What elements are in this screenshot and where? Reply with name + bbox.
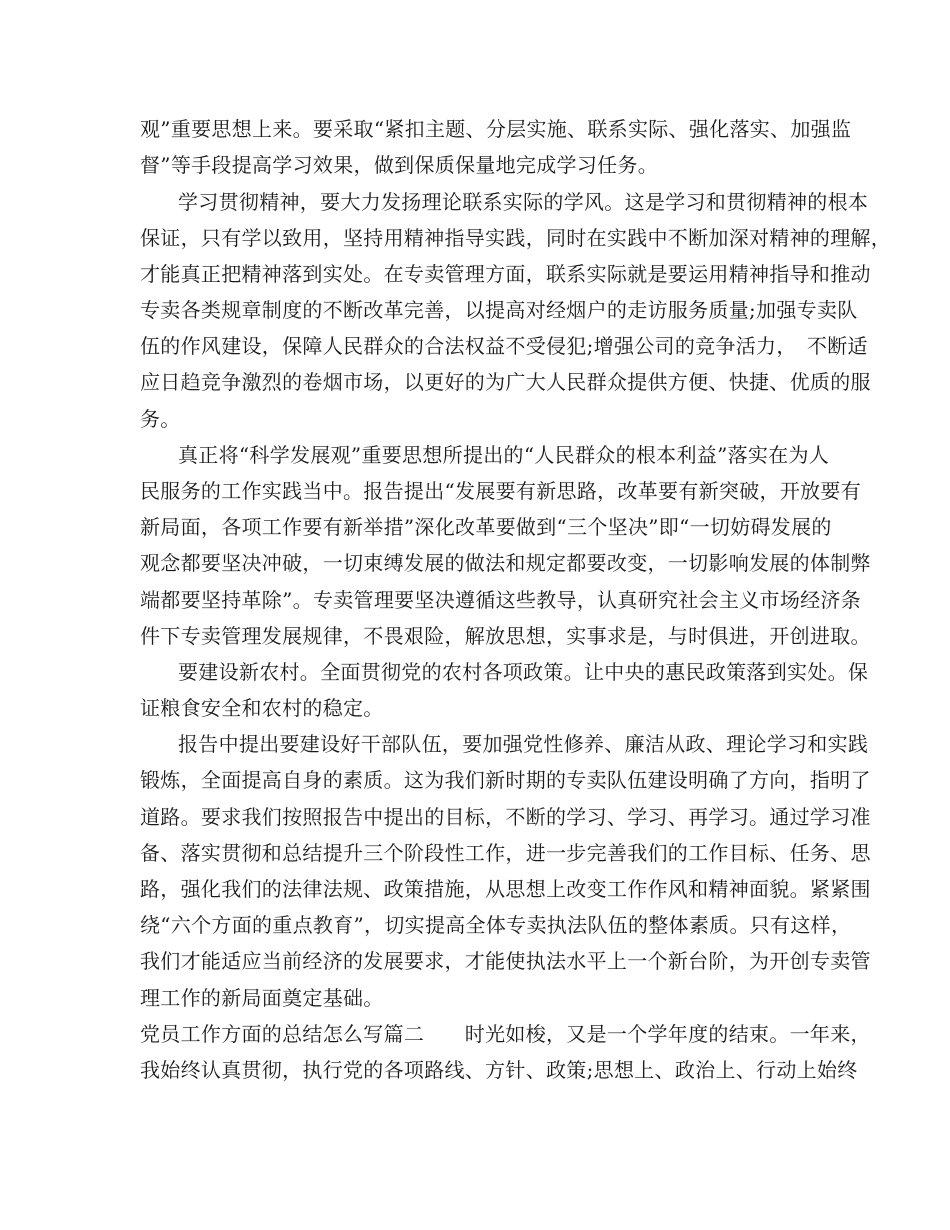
text-line: 端都要坚持革除”。专卖管理要坚决遵循这些教导，认真研究社会主义市场经济条 xyxy=(140,588,862,612)
paragraph-start-line: 要建设新农村。全面贯彻党的农村各项政策。让中央的惠民政策落到实处。保 xyxy=(178,660,869,684)
text-line: 应日趋竞争激烈的卷烟市场，以更好的为广大人民群众提供方便、快捷、优质的服 xyxy=(140,370,871,394)
text-line: 证粮食安全和农村的稳定。 xyxy=(140,696,384,720)
text-line: 保证，只有学以致用，坚持用精神指导实践，同时在实践中不断加深对精神的理解， xyxy=(140,226,892,250)
text-line: 锻炼，全面提高自身的素质。这为我们新时期的专卖队伍建设明确了方向，指明了 xyxy=(140,768,871,792)
text-line: 道路。要求我们按照报告中提出的目标，不断的学习、学习、再学习。通过学习准 xyxy=(140,805,871,829)
paragraph-start-line: 学习贯彻精神，要大力发扬理论联系实际的学风。这是学习和贯彻精神的根本 xyxy=(178,190,869,214)
text-line: 才能真正把精神落到实处。在专卖管理方面，联系实际就是要运用精神指导和推动 xyxy=(140,262,871,286)
paragraph-start-line: 真正将“科学发展观”重要思想所提出的“人民群众的根本利益”落实在为人 xyxy=(178,443,830,467)
text-line: 民服务的工作实践当中。报告提出“发展要有新思路，改革要有新突破，开放要有 xyxy=(140,479,862,503)
text-line: 伍的作风建设，保障人民群众的合法权益不受侵犯;增强公司的竞争活力， 不断适 xyxy=(140,334,868,358)
text-line: 我始终认真贯彻，执行党的各项路线、方针、政策;思想上、政治上、行动上始终 xyxy=(140,1058,858,1082)
text-line: 绕“六个方面的重点教育”，切实提高全体专卖执法队伍的整体素质。只有这样， xyxy=(140,913,852,937)
paragraph-start-line: 报告中提出要建设好干部队伍，要加强党性修养、廉洁从政、理论学习和实践 xyxy=(178,732,869,756)
text-line: 观念都要坚决冲破，一切束缚发展的做法和规定都要改变，一切影响发展的体制弊 xyxy=(140,551,871,575)
text-line: 理工作的新局面奠定基础。 xyxy=(140,986,384,1010)
text-line: 督”等手段提高学习效果，做到保质保量地完成学习任务。 xyxy=(140,153,659,177)
text-line: 件下专卖管理发展规律，不畏艰险，解放思想，实事求是，与时俱进，开创进取。 xyxy=(140,624,871,648)
section-heading-line: 党员工作方面的总结怎么写篇二 时光如梭，又是一个学年度的结束。一年来， xyxy=(140,1022,871,1046)
text-line: 路，强化我们的法律法规、政策措施，从思想上改变工作作风和精神面貌。紧紧围 xyxy=(140,877,871,901)
text-line: 备、落实贯彻和总结提升三个阶段性工作，进一步完善我们的工作目标、任务、思 xyxy=(140,841,871,865)
text-line: 我们才能适应当前经济的发展要求，才能使执法水平上一个新台阶，为开创专卖管 xyxy=(140,949,871,973)
text-line: 观”重要思想上来。要采取“紧扣主题、分层实施、联系实际、强化落实、加强监 xyxy=(140,117,852,141)
text-line: 专卖各类规章制度的不断改革完善，以提高对经烟户的走访服务质量;加强专卖队 xyxy=(140,298,858,322)
text-line: 务。 xyxy=(140,407,181,431)
text-line: 新局面，各项工作要有新举措”深化改革要做到“三个坚决”即“一切妨碍发展的 xyxy=(140,515,832,539)
